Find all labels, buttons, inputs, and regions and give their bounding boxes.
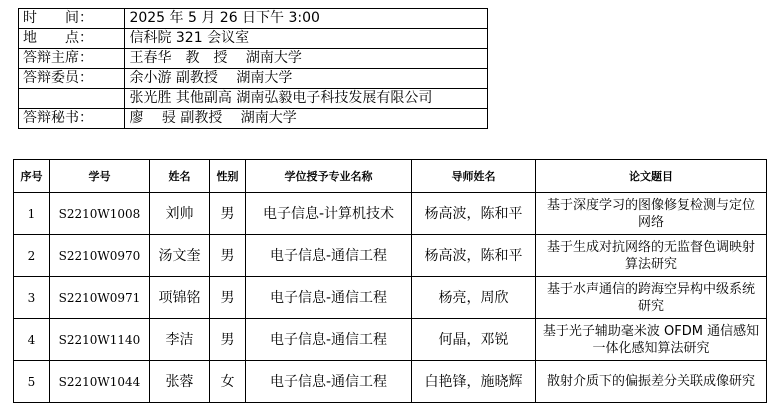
cell-advisor: 白艳锋，施晓辉 — [412, 361, 536, 403]
cell-seq: 4 — [14, 319, 50, 361]
cell-name: 汤文奎 — [150, 235, 210, 277]
cell-seq: 2 — [14, 235, 50, 277]
header-advisor: 导师姓名 — [412, 160, 536, 193]
cell-student-id: S2210W0971 — [50, 277, 150, 319]
time-label: 时 间： — [19, 9, 125, 29]
table-header-row — [14, 160, 767, 193]
cell-topic: 基于水声通信的跨海空异构中级系统研究 — [536, 277, 767, 319]
cell-name: 项锦铭 — [150, 277, 210, 319]
cell-major: 电子信息-通信工程 — [246, 361, 412, 403]
table-row — [14, 319, 767, 361]
blank-label-cell — [19, 89, 125, 109]
cell-major: 电子信息-通信工程 — [246, 319, 412, 361]
header-student-id: 学号 — [50, 160, 150, 193]
info-row-time — [19, 9, 488, 29]
chair-label: 答辩主席： — [19, 49, 125, 69]
cell-gender: 男 — [210, 319, 246, 361]
info-row-member-1 — [19, 69, 488, 89]
header-topic: 论文题目 — [536, 160, 767, 193]
secretary-value: 廖 骎 副教授 湖南大学 — [125, 109, 488, 129]
cell-gender: 男 — [210, 235, 246, 277]
cell-student-id: S2210W1008 — [50, 193, 150, 235]
chair-value: 王春华 教 授 湖南大学 — [125, 49, 488, 69]
table-row — [14, 361, 767, 403]
time-value: 2025 年 5 月 26 日下午 3:00 — [125, 9, 488, 29]
cell-name: 李洁 — [150, 319, 210, 361]
cell-topic: 散射介质下的偏振差分关联成像研究 — [536, 361, 767, 403]
member-2-value: 张光胜 其他副高 湖南弘毅电子科技发展有限公司 — [125, 89, 488, 109]
cell-topic: 基于生成对抗网络的无监督色调映射算法研究 — [536, 235, 767, 277]
defense-info-table — [18, 8, 488, 129]
cell-name: 刘帅 — [150, 193, 210, 235]
info-row-member-2 — [19, 89, 488, 109]
cell-major: 电子信息-计算机技术 — [246, 193, 412, 235]
cell-student-id: S2210W1044 — [50, 361, 150, 403]
members-label: 答辩委员： — [19, 69, 125, 89]
table-row — [14, 277, 767, 319]
cell-major: 电子信息-通信工程 — [246, 235, 412, 277]
defense-schedule-table — [13, 159, 767, 403]
cell-advisor: 杨亮，周欣 — [412, 277, 536, 319]
cell-topic: 基于光子辅助毫米波 OFDM 通信感知一体化感知算法研究 — [536, 319, 767, 361]
header-major: 学位授予专业名称 — [246, 160, 412, 193]
table-row — [14, 235, 767, 277]
cell-gender: 男 — [210, 277, 246, 319]
cell-advisor: 杨高波，陈和平 — [412, 235, 536, 277]
cell-major: 电子信息-通信工程 — [246, 277, 412, 319]
cell-topic: 基于深度学习的图像修复检测与定位网络 — [536, 193, 767, 235]
header-gender: 性别 — [210, 160, 246, 193]
cell-gender: 女 — [210, 361, 246, 403]
place-value: 信科院 321 会议室 — [125, 29, 488, 49]
secretary-label: 答辩秘书： — [19, 109, 125, 129]
place-label: 地 点： — [19, 29, 125, 49]
cell-student-id: S2210W0970 — [50, 235, 150, 277]
cell-advisor: 杨高波，陈和平 — [412, 193, 536, 235]
info-row-chair — [19, 49, 488, 69]
info-row-secretary — [19, 109, 488, 129]
member-1-value: 余小游 副教授 湖南大学 — [125, 69, 488, 89]
cell-seq: 5 — [14, 361, 50, 403]
cell-student-id: S2210W1140 — [50, 319, 150, 361]
info-row-place — [19, 29, 488, 49]
cell-gender: 男 — [210, 193, 246, 235]
cell-name: 张蓉 — [150, 361, 210, 403]
cell-seq: 1 — [14, 193, 50, 235]
header-name: 姓名 — [150, 160, 210, 193]
cell-advisor: 何晶，邓锐 — [412, 319, 536, 361]
cell-seq: 3 — [14, 277, 50, 319]
header-seq: 序号 — [14, 160, 50, 193]
table-row — [14, 193, 767, 235]
